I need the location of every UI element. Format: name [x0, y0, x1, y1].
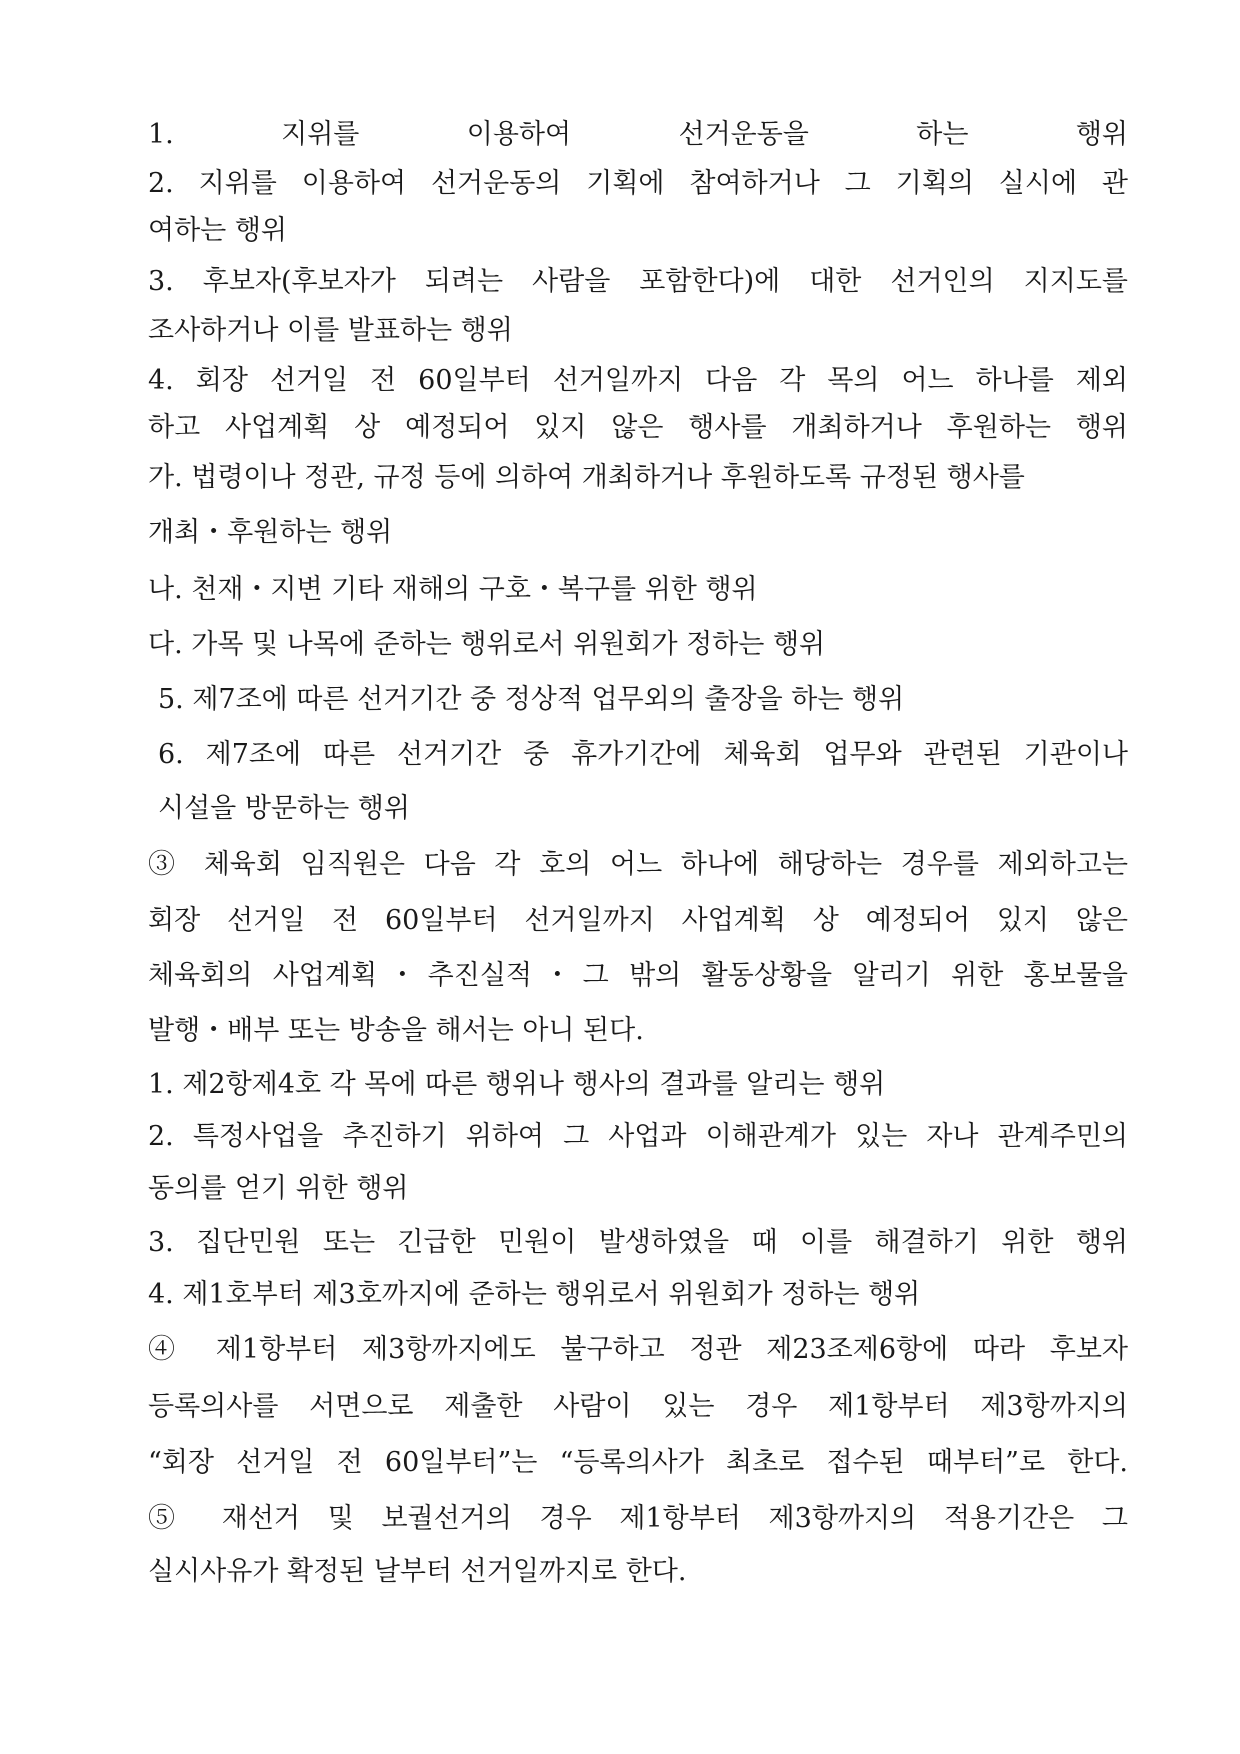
- text-line: 2. 지위를 이용하여 선거운동의 기획에 참여하거나 그 기획의 실시에 관: [148, 168, 1128, 199]
- text-line: 동의를 얻기 위한 행위: [148, 1173, 409, 1204]
- text-line: “회장 선거일 전 60일부터”는 “등록의사가 최초로 접수된 때부터”로 한다.: [148, 1447, 1128, 1478]
- text-line: 다. 가목 및 나목에 준하는 행위로서 위원회가 정하는 행위: [148, 629, 826, 660]
- text-line: 하고 사업계획 상 예정되어 있지 않은 행사를 개최하거나 후원하는 행위: [148, 412, 1128, 443]
- text-line: 개최・후원하는 행위: [148, 517, 393, 548]
- text-line: 1. 지위를 이용하여 선거운동을 하는 행위: [148, 119, 1128, 150]
- text-line: 가. 법령이나 정관, 규정 등에 의하여 개최하거나 후원하도록 규정된 행사를: [148, 462, 1025, 493]
- text-line: 5. 제7조에 따른 선거기간 중 정상적 업무외의 출장을 하는 행위: [158, 684, 905, 715]
- text-line: 나. 천재・지변 기타 재해의 구호・복구를 위한 행위: [148, 574, 758, 605]
- text-line: 조사하거나 이를 발표하는 행위: [148, 315, 513, 346]
- text-line: ⑤ 재선거 및 보궐선거의 경우 제1항부터 제3항까지의 적용기간은 그: [148, 1503, 1128, 1534]
- text-line: 2. 특정사업을 추진하기 위하여 그 사업과 이해관계가 있는 자나 관계주민의: [148, 1121, 1128, 1152]
- text-line: 시설을 방문하는 행위: [158, 793, 410, 824]
- text-line: 4. 회장 선거일 전 60일부터 선거일까지 다음 각 목의 어느 하나를 제외: [148, 365, 1128, 396]
- text-line: ④ 제1항부터 제3항까지에도 불구하고 정관 제23조제6항에 따라 후보자: [148, 1334, 1128, 1365]
- text-line: 3. 후보자(후보자가 되려는 사람을 포함한다)에 대한 선거인의 지지도를: [148, 266, 1128, 297]
- text-line: 4. 제1호부터 제3호까지에 준하는 행위로서 위원회가 정하는 행위: [148, 1279, 921, 1310]
- text-line: 여하는 행위: [148, 215, 287, 246]
- text-line: 6. 제7조에 따른 선거기간 중 휴가기간에 체육회 업무와 관련된 기관이나: [158, 739, 1128, 770]
- text-line: 체육회의 사업계획・추진실적・그 밖의 활동상황을 알리기 위한 홍보물을: [148, 960, 1128, 991]
- text-line: 3. 집단민원 또는 긴급한 민원이 발생하였을 때 이를 해결하기 위한 행위: [148, 1227, 1128, 1258]
- text-line: 발행・배부 또는 방송을 해서는 아니 된다.: [148, 1015, 644, 1046]
- text-line: ③ 체육회 임직원은 다음 각 호의 어느 하나에 해당하는 경우를 제외하고는: [148, 849, 1128, 880]
- text-line: 실시사유가 확정된 날부터 선거일까지로 한다.: [148, 1556, 687, 1587]
- text-line: 회장 선거일 전 60일부터 선거일까지 사업계획 상 예정되어 있지 않은: [148, 905, 1128, 936]
- text-line: 등록의사를 서면으로 제출한 사람이 있는 경우 제1항부터 제3항까지의: [148, 1391, 1128, 1422]
- text-line: 1. 제2항제4호 각 목에 따른 행위나 행사의 결과를 알리는 행위: [148, 1069, 886, 1100]
